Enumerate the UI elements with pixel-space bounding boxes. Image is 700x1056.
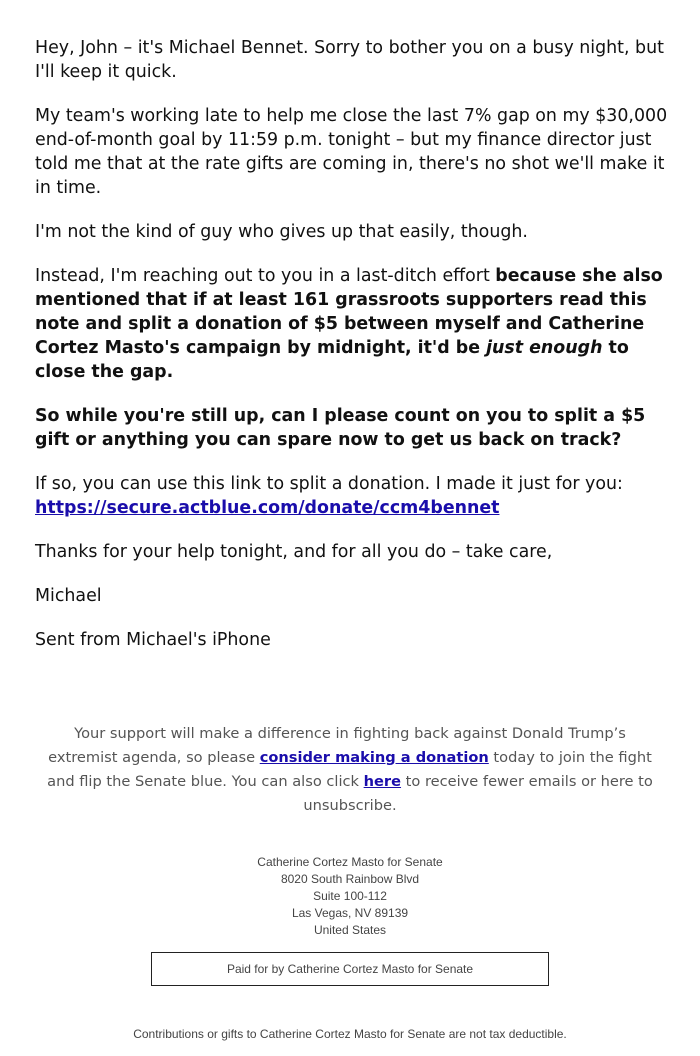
appeal-paragraph (35, 264, 675, 384)
appeal-emphasis-text: just enough (486, 338, 603, 358)
ask-paragraph (35, 404, 675, 452)
signature: Michael (35, 586, 102, 606)
fewer-emails-link[interactable]: here (363, 773, 402, 790)
goal-paragraph: My team's working late to help me close the last 7% gap on my $30,000 end-of-month goal by 11:59 p.m. tonight – but my finance director just told me that at the rate gifts are coming in, there's no shot we'll make it in time. (35, 106, 668, 198)
address-city: Las Vegas, NV 89139 (291, 906, 409, 920)
link-paragraph (35, 472, 675, 520)
footer-message (40, 722, 660, 818)
persistence-paragraph: I'm not the kind of guy who gives up that easily, though. (35, 222, 528, 242)
email-footer (0, 722, 700, 1043)
appeal-plain-text: Instead, I'm reaching out to you in a last-ditch effort (35, 266, 496, 286)
footer-text-1: Your support will make a difference in fighting back against Donald Trump’s extremist agenda, so please (48, 725, 626, 766)
donate-link[interactable]: consider making a donation (259, 749, 489, 766)
footer-text-2: today to join the fight and flip the Senate blue. You can also click (47, 749, 652, 790)
appeal-bold-text: because she also mentioned that if at least 161 grassroots supporters read this note and split a donation of $5 between myself and Catherine Cortez Masto's campaign by midnight, it'd be (35, 266, 663, 358)
appeal-bold-end-text: to close the gap. (35, 338, 629, 382)
email-body (35, 36, 675, 672)
greeting-paragraph: Hey, John – it's Michael Bennet. Sorry to bother you on a busy night, but I'll keep it quick. (35, 38, 664, 82)
footer-text-3: to receive fewer emails or here to unsubscribe. (303, 773, 653, 814)
link-intro-text: If so, you can use this link to split a donation. I made it just for you: (35, 474, 623, 494)
donation-link[interactable]: https://secure.actblue.com/donate/ccm4bennet (35, 498, 500, 518)
tax-disclaimer: Contributions or gifts to Catherine Cortez Masto for Senate are not tax deductible. (133, 1027, 567, 1041)
address-org: Catherine Cortez Masto for Senate (257, 855, 443, 869)
sent-from-line: Sent from Michael's iPhone (35, 630, 271, 650)
ask-bold-text: So while you're still up, can I please count on you to split a $5 gift or anything you can spare now to get us back on track? (35, 406, 646, 450)
address-street: 8020 South Rainbow Blvd (280, 872, 420, 886)
paid-for-box: Paid for by Catherine Cortez Masto for Senate (151, 952, 549, 986)
mailing-address (0, 854, 700, 939)
thanks-paragraph: Thanks for your help tonight, and for all you do – take care, (35, 542, 553, 562)
address-suite: Suite 100-112 (313, 889, 387, 903)
address-country: United States (313, 923, 387, 937)
